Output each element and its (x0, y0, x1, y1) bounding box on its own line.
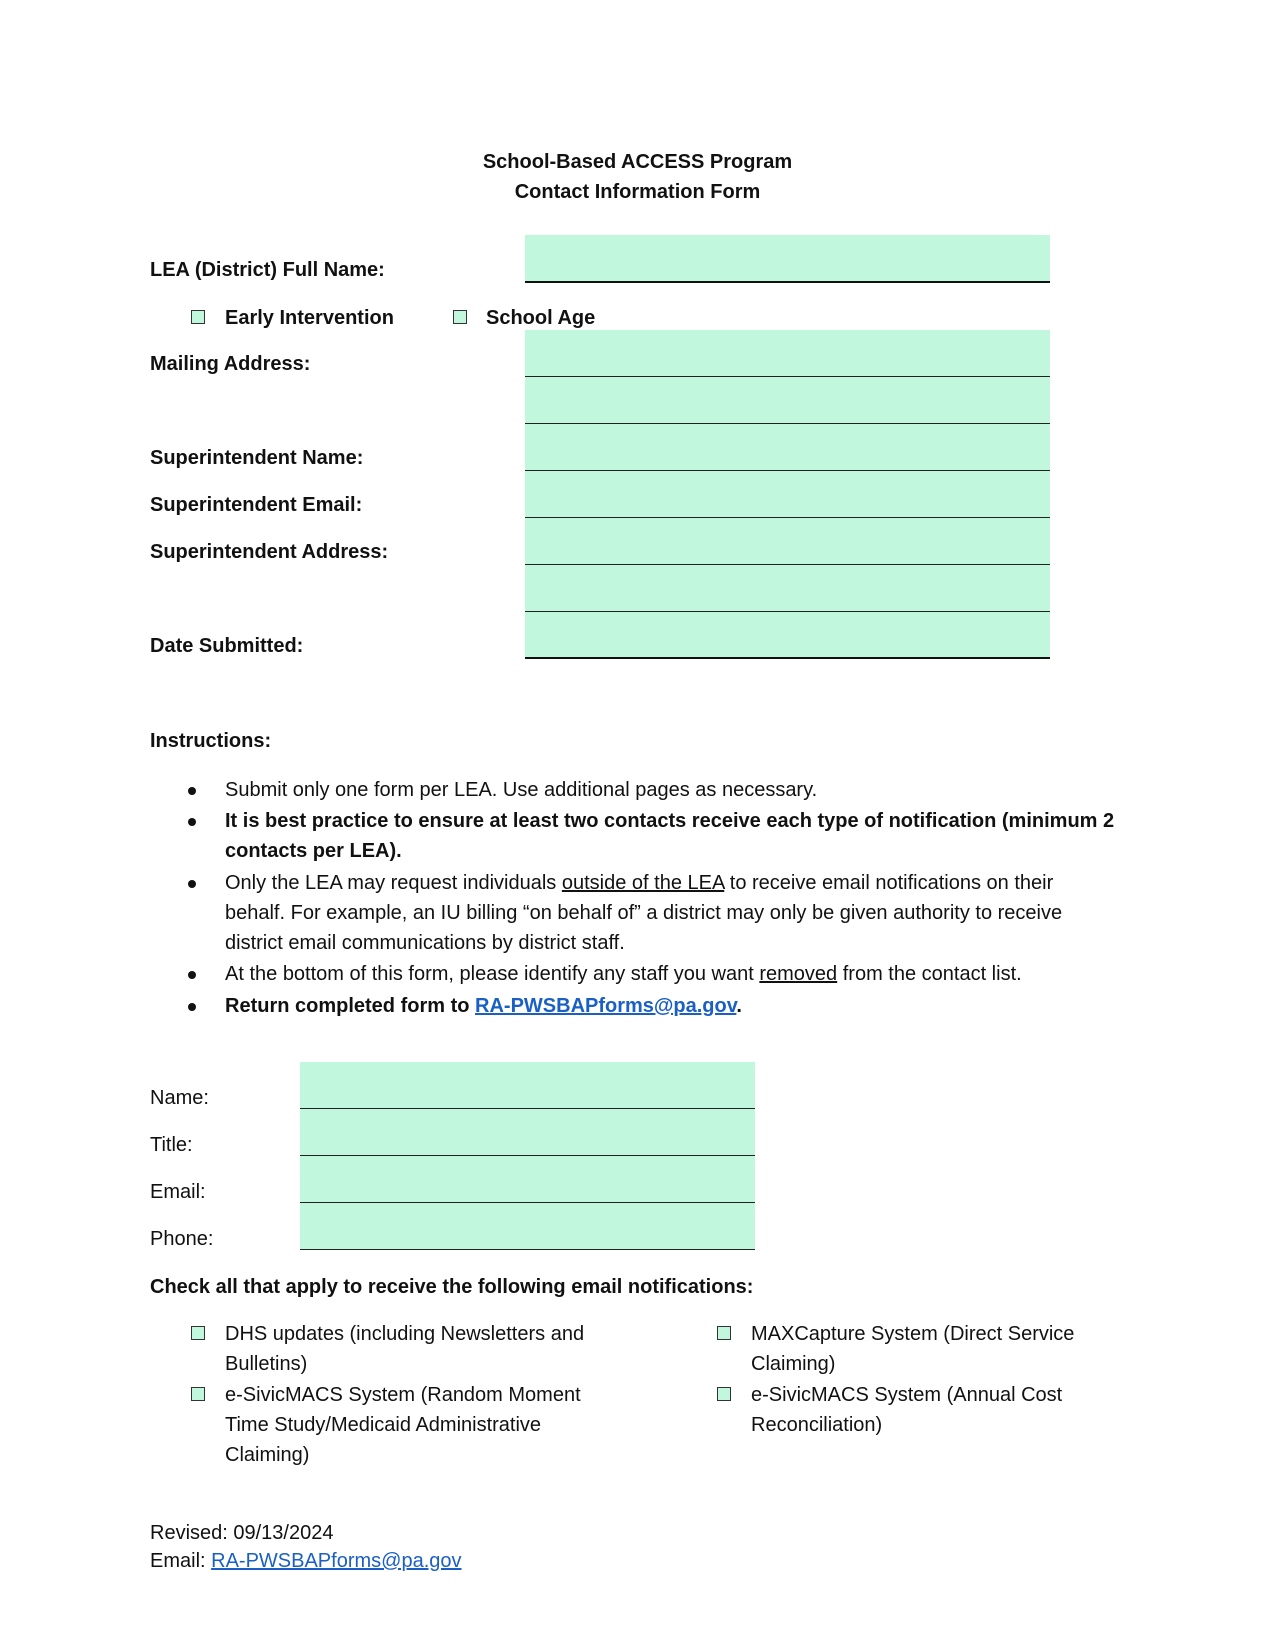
instruction-item-5-pre: Return completed form to (225, 995, 476, 1017)
esivicmacs-rmts-label-line1: e-SivicMACS System (Random Moment (225, 1384, 581, 1406)
bullet-dot (188, 971, 196, 979)
esivicmacs-rmts-checkbox[interactable] (191, 1387, 205, 1401)
superintendent-address-line2-field[interactable] (525, 565, 1050, 612)
contact-title-label: Title: (150, 1134, 193, 1156)
mailing-address-label: Mailing Address: (150, 353, 311, 375)
footer-email-link[interactable]: RA-PWSBAPforms@pa.gov (211, 1550, 462, 1572)
contact-phone-field[interactable] (300, 1203, 755, 1250)
bullet-dot (188, 880, 196, 888)
esivicmacs-acr-checkbox[interactable] (717, 1387, 731, 1401)
bullet-dot (188, 818, 196, 826)
contact-email-field[interactable] (300, 1156, 755, 1203)
bullet-dot (188, 787, 196, 795)
superintendent-address-line1-field[interactable] (525, 518, 1050, 565)
esivicmacs-rmts-label-line3: Claiming) (225, 1444, 310, 1466)
superintendent-name-field[interactable] (525, 424, 1050, 471)
contact-title-field[interactable] (300, 1109, 755, 1156)
instruction-item-2-line1: It is best practice to ensure at least two contacts receive each type of notification (minimum 2 (225, 810, 1115, 832)
contact-name-label: Name: (150, 1087, 209, 1109)
instruction-item-5 (225, 991, 1125, 1021)
instruction-item-4-underline: removed (759, 963, 838, 985)
instructions-heading: Instructions: (150, 730, 272, 752)
notifications-heading: Check all that apply to receive the following email notifications: (150, 1276, 754, 1298)
form-title-line1: School-Based ACCESS Program (482, 151, 793, 173)
contact-name-field[interactable] (300, 1062, 755, 1109)
esivicmacs-acr-label-line1: e-SivicMACS System (Annual Cost (751, 1384, 1063, 1406)
instruction-item-1: Submit only one form per LEA. Use additional pages as necessary. (225, 779, 818, 801)
dhs-updates-checkbox[interactable] (191, 1326, 205, 1340)
date-submitted-label: Date Submitted: (150, 635, 304, 657)
instruction-item-3-line1 (225, 868, 1125, 898)
superintendent-email-label: Superintendent Email: (150, 494, 363, 516)
instruction-item-3-line3: district email communications by district staff. (225, 932, 625, 954)
superintendent-email-field[interactable] (525, 471, 1050, 518)
school-age-label: School Age (486, 307, 596, 329)
instruction-item-4 (225, 959, 1125, 989)
contact-phone-label: Phone: (150, 1228, 214, 1250)
maxcapture-label-line1: MAXCapture System (Direct Service (751, 1323, 1075, 1345)
return-email-link[interactable]: RA-PWSBAPforms@pa.gov (475, 995, 737, 1017)
superintendent-name-label: Superintendent Name: (150, 447, 364, 469)
bullet-dot (188, 1003, 196, 1011)
instruction-item-4-pre: At the bottom of this form, please identify any staff you want (225, 963, 760, 985)
instruction-item-3-line2: behalf. For example, an IU billing “on behalf of” a district may only be given authority to receive (225, 902, 1063, 924)
contact-email-label: Email: (150, 1181, 206, 1203)
esivicmacs-acr-label-line2: Reconciliation) (751, 1414, 883, 1436)
form-title-line2: Contact Information Form (514, 181, 761, 203)
footer-email (150, 1550, 462, 1573)
dhs-updates-label-line2: Bulletins) (225, 1353, 308, 1375)
school-age-checkbox[interactable] (453, 310, 467, 324)
date-submitted-field[interactable] (525, 612, 1050, 659)
footer-email-label: Email: (150, 1550, 212, 1572)
instruction-item-3-post: to receive email notifications on their (724, 872, 1054, 894)
early-intervention-label: Early Intervention (225, 307, 394, 329)
maxcapture-label-line2: Claiming) (751, 1353, 836, 1375)
superintendent-address-label: Superintendent Address: (150, 541, 389, 563)
esivicmacs-rmts-label-line2: Time Study/Medicaid Administrative (225, 1414, 542, 1436)
instruction-item-4-post: from the contact list. (837, 963, 1022, 985)
instruction-item-3-underline: outside of the LEA (561, 872, 725, 894)
maxcapture-checkbox[interactable] (717, 1326, 731, 1340)
dhs-updates-label-line1: DHS updates (including Newsletters and (225, 1323, 585, 1345)
lea-full-name-label: LEA (District) Full Name: (150, 259, 385, 281)
early-intervention-checkbox[interactable] (191, 310, 205, 324)
revised-date: Revised: 09/13/2024 (150, 1522, 334, 1544)
mailing-address-line2-field[interactable] (525, 377, 1050, 424)
lea-full-name-field[interactable] (525, 235, 1050, 283)
mailing-address-line1-field[interactable] (525, 330, 1050, 377)
instruction-item-3-pre: Only the LEA may request individuals (225, 872, 562, 894)
instruction-item-5-post: . (736, 995, 742, 1017)
instruction-item-2-line2: contacts per LEA). (225, 840, 402, 862)
